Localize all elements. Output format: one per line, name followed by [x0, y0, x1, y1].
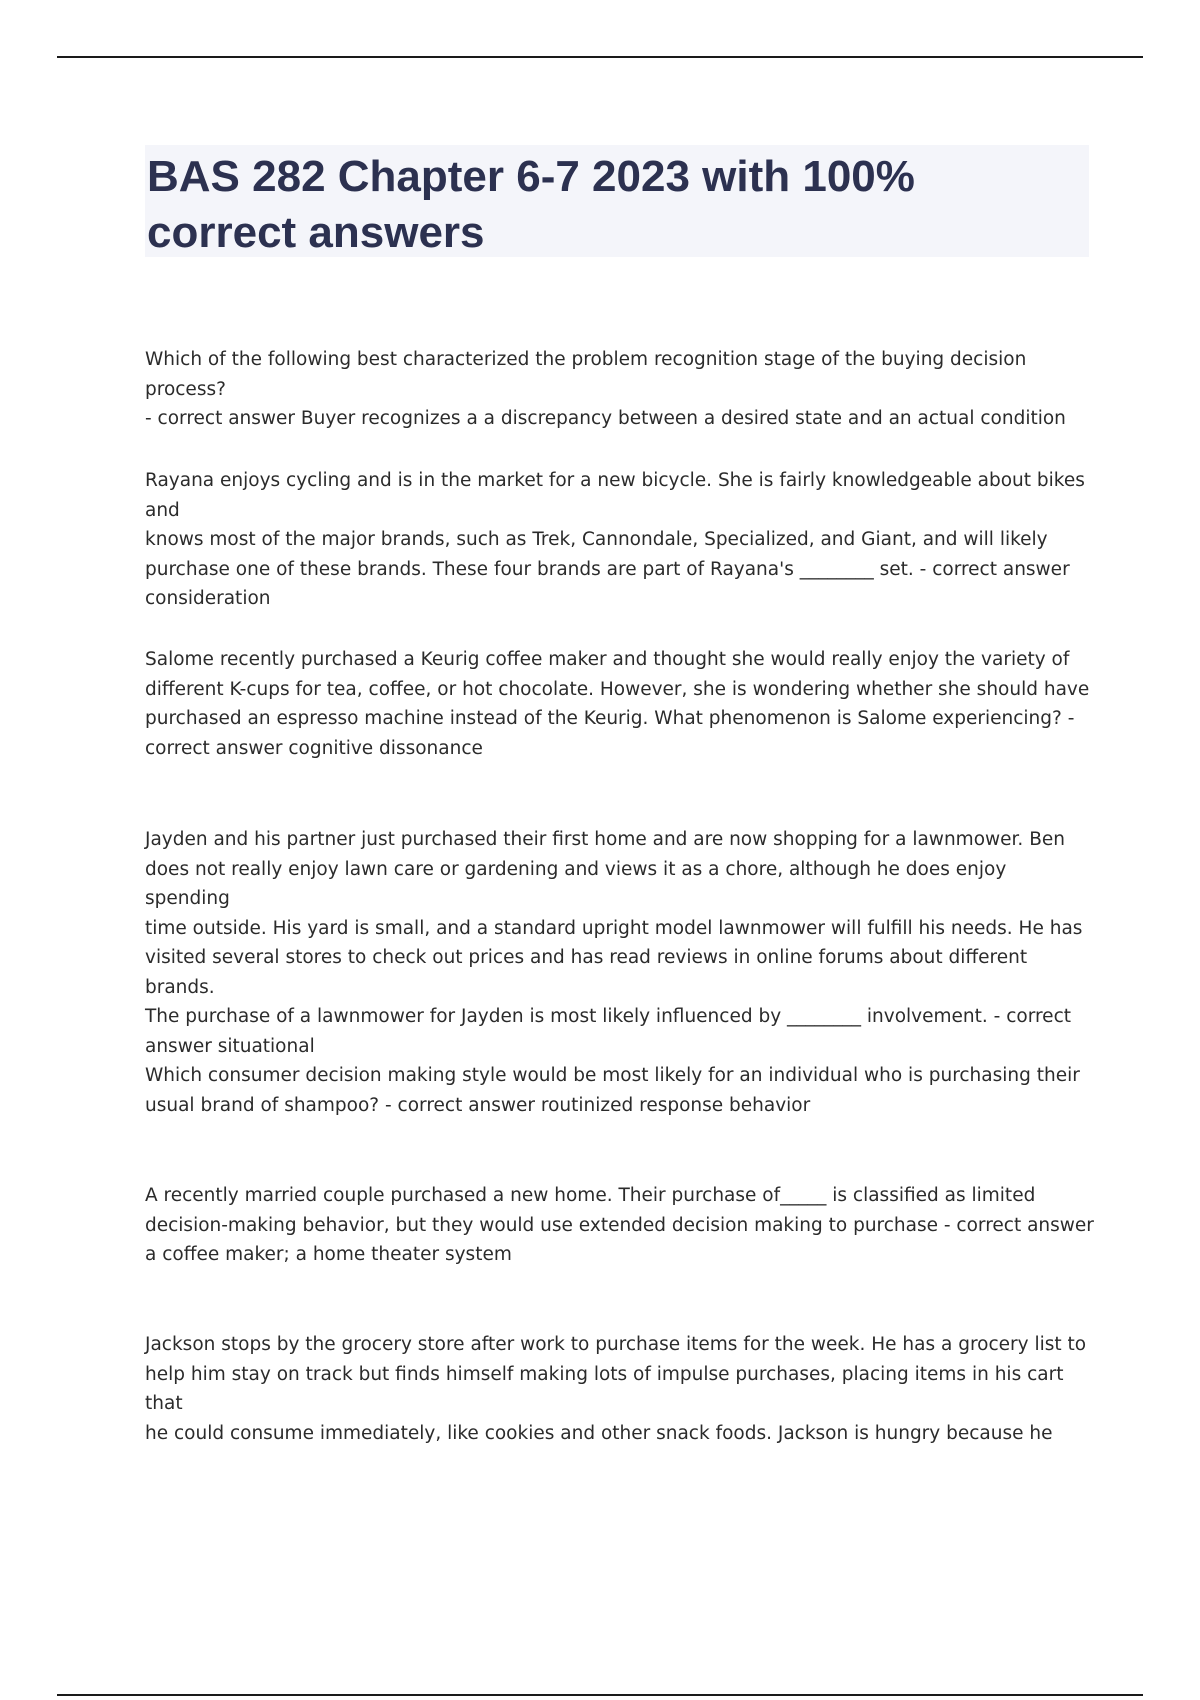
bottom-rule: [57, 1694, 1143, 1696]
question-answer-1: Which of the following best characterized the problem recognition stage of the buying decision process? - correct answer Buyer recognizes a a discrepancy between a desired state and an actual condition: [145, 349, 1066, 429]
question-answer-6: A recently married couple purchased a new home. Their purchase of_____ is classified as limited decision-making behavior, but they would use extended decision making to purchase - correct answer a coffee maker; a home theater system: [145, 1185, 1094, 1265]
question-answer-7: Jackson stops by the grocery store after work to purchase items for the week. He has a grocery list to help him stay on track but finds himself making lots of impulse purchases, placing items in his cart that he could consume immediately, like cookies and other snack foods. Jackson is hungry because he: [145, 1334, 1087, 1444]
question-answer-5: Which consumer decision making style would be most likely for an individual who is purchasing their usual brand of shampoo? - correct answer routinized response behavior: [145, 1065, 1080, 1116]
question-answer-3: Salome recently purchased a Keurig coffee maker and thought she would really enjoy the variety of different K-cups for tea, coffee, or hot chocolate. However, she is wondering whether she should have purchased an espresso machine instead of the Keurig. What phenomenon is Salome experiencing? - correct answer cognitive dissonance: [145, 649, 1090, 759]
question-answer-2: Rayana enjoys cycling and is in the market for a new bicycle. She is fairly knowledgeable about bikes and knows most of the major brands, such as Trek, Cannondale, Specialized, and Giant, and will likely purchase one of these brands. These four brands are part of Rayana's ________ set. - correct answer consideration: [145, 470, 1085, 609]
question-answer-4: Jayden and his partner just purchased their first home and are now shopping for a lawnmower. Ben does not really enjoy lawn care or gardening and views it as a chore, although he does enjoy spending time outside. His yard is small, and a standard upright model lawnmower will fulfill his needs. He has visited several stores to check out prices and has read reviews in online forums about different brands. The purchase of a lawnmower for Jayden is most likely influenced by ________ involvement. - correct answer situational: [145, 829, 1083, 1057]
top-rule: [57, 56, 1143, 58]
document-title: BAS 282 Chapter 6-7 2023 with 100% correct answers: [147, 152, 915, 257]
title-banner: [145, 145, 1089, 257]
